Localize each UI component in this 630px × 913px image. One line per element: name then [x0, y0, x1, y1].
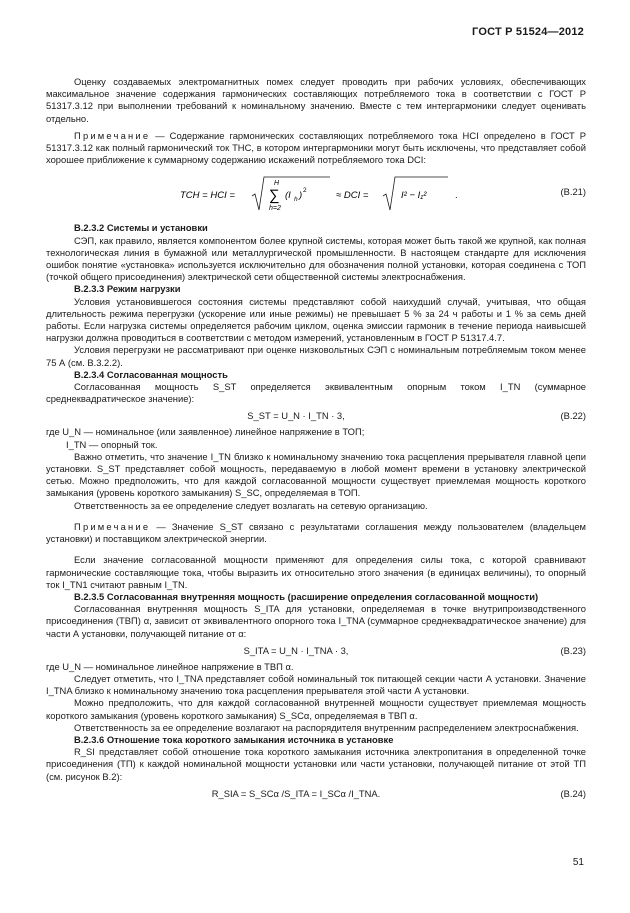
formula-b24-number: (B.24)	[560, 787, 586, 799]
f21-term-end: )	[299, 190, 303, 202]
section-b234-text3: Ответственность за ее определение следует возлагать на сетевую организацию.	[74, 499, 428, 511]
section-b234-text2: Важно отметить, что значение I_TN близко к номинальному значению тока расцепления прерывателя главной цепи установки. S_ST представляет собой мощность, передаваемую в любой момент времени в установку электрической сетью. Можно предположить, что для каждой согласованной мощности существует приемлемая мощность короткого замыкания (уровень короткого замыкания) S_SC, определяемая в ТОП.	[46, 450, 586, 499]
formula-b21-expression	[180, 176, 470, 219]
note-label: Примечание	[74, 129, 151, 141]
section-b235-title: B.2.3.5 Согласованная внутренняя мощность (расширение определения согласованной мощности)	[74, 590, 539, 602]
section-b232-title: B.2.3.2 Системы и установки	[74, 222, 208, 234]
formula-b22-expression: S_ST = U_N · I_TN · 3,	[247, 410, 345, 422]
where-un: где U_N — номинальное (или заявленное) линейное напряжение в ТОП;	[46, 426, 365, 438]
section-b235-text3: Можно предположить, что для каждой согласованной внутренней мощности существует приемлемая мощность короткого замыкания (уровень короткого замыкания) S_SCα, определяемая в ТВП α.	[46, 697, 586, 721]
standard-header: ГОСТ Р 51524—2012	[472, 26, 584, 38]
formula-b24	[46, 788, 586, 804]
section-b236-title: B.2.3.6 Отношение тока короткого замыкания источника в установке	[74, 733, 394, 745]
section-b233-title: B.2.3.3 Режим нагрузки	[74, 283, 181, 295]
f21-sum-top: H	[274, 180, 280, 188]
section-b233-text1: Условия установившегося состояния системы представляют собой наихудший случай, учитывая, что общая длительность режима перегрузки (ускорение или иные режимы) не превышает 5 % за 24 ч работы и 1 % за семь дней работы. Если нагрузка системы определяется рабочим циклом, оценка эмиссии гармоник в течение периода наивысшей нагрузки должна проводиться в соответствии с методом измерений, установленным в ГОСТ Р 51317.4.7.	[46, 295, 586, 344]
f21-rad: I² − I₁²	[401, 190, 427, 202]
formula-b21-number: (B.21)	[560, 186, 586, 198]
f21-left: TCH = HCI =	[180, 190, 235, 202]
f21-mid: ≈ DCI =	[336, 190, 369, 202]
page-content	[46, 76, 586, 804]
f21-term-sub: h	[294, 196, 298, 204]
section-b236-text1: R_SI представляет собой отношение тока короткого замыкания источника электропитания в определенной точке присоединения (ТП) к каждой номинальной мощности установки или части установки, получающей питание от этой ТП (см. рисунок В.2):	[46, 746, 586, 782]
note-1	[46, 130, 586, 167]
where-un-tvp: где U_N — номинальное линейное напряжение в ТВП α.	[46, 660, 294, 672]
section-b235-text1: Согласованная внутренняя мощность S_ITA для установки, определяемая в точке внутрипроизводственного присоединения (ТВП) α, зависит от эквивалентного опорного тока I_TNA (суммарное среднеквадратическое значение) для части А установки, получающей питание от α:	[46, 603, 586, 639]
formula-b23-expression: S_ITA = U_N · I_TNA · 3,	[243, 644, 349, 656]
section-b234-title: B.2.3.4 Согласованная мощность	[74, 368, 228, 380]
formula-b21	[46, 166, 586, 222]
where-itn: I_TN — опорный ток.	[66, 438, 158, 450]
section-b234-text1: Согласованная мощность S_ST определяется эквивалентным опорным током I_TN (суммарное среднеквадратическое значение):	[46, 381, 586, 405]
section-b233-text2: Условия перегрузки не рассматривают при оценке низковольтных СЭП с номинальным потребляемым током менее 75 А (см. В.3.2.2).	[46, 344, 586, 368]
page-number: 51	[572, 857, 584, 868]
sum-symbol: ∑	[269, 187, 280, 205]
section-b234-text4: Если значение согласованной мощности применяют для определения силы тока, с которой сравнивают гармонические составляющие тока, чтобы выразить их относительно этого значения (в единицах величины), то опорный ток I_TN1 считают равным I_TN.	[46, 554, 586, 590]
formula-b21-svg	[180, 176, 470, 216]
formula-b24-expression: R_SIA = S_SCα /S_ITA = I_SCα /I_TNA.	[211, 787, 381, 799]
section-b235-text2: Следует отметить, что I_TNA представляет собой номинальный ток питающей секции части А установки. Значение I_TNA близко к номинальному значению тока расцепления прерывателя этой части А установки.	[46, 672, 586, 697]
sqrt-sign-1	[252, 177, 330, 213]
note2-label: Примечание	[74, 520, 151, 532]
formula-b22-number: (B.22)	[560, 410, 586, 422]
section-b232-text: СЭП, как правило, является компонентом более крупной системы, которая может быть такой же крупной, как полная технологическая линия в бумажной или металлургической промышленности. В настоящем стандарте для исключения ошибок понятие «установка» используется исключительно для обозначения полной установки, которая соединена с ТОП (точкой общего присоединения) электрической сети общественной системы электроснабжения.	[46, 234, 586, 283]
f21-term: (I	[285, 190, 291, 202]
formula-b23	[46, 645, 586, 661]
formula-b23-number: (B.23)	[560, 644, 586, 656]
note-text: — Содержание гармонических составляющих потребляемого тока HCI определено в ГОСТ Р 51317.3.12 как полный гармонический ток THC, в котором интергармоники могут быть исключены, что представляет собой хорошее приближение к суммарному содержанию искажений потребляемого тока DCI:	[46, 129, 586, 166]
paragraph-p1: Оценку создаваемых электромагнитных помех следует проводить при рабочих условиях, обеспечивающих максимальное значение содержания гармонических составляющих потребляемого тока в соответствии с ГОСТ Р 51317.3.12 при выполнении требований к номинальному значению. Вместе с тем интергармоники следует оценивать отдельно.	[46, 76, 586, 124]
f21-dot: .	[455, 190, 458, 202]
note2-text: — Значение S_ST связано с результатами соглашения между пользователем (владельцем установки) и поставщиком электрической энергии.	[46, 520, 586, 545]
note-2	[46, 521, 586, 545]
section-b235-text4: Ответственность за ее определение возлагают на распорядителя внутренним распределением электроснабжения.	[74, 721, 579, 733]
formula-b22	[46, 410, 586, 426]
f21-exp: 2	[303, 187, 307, 195]
f21-sum-bottom: h=2	[269, 205, 281, 213]
